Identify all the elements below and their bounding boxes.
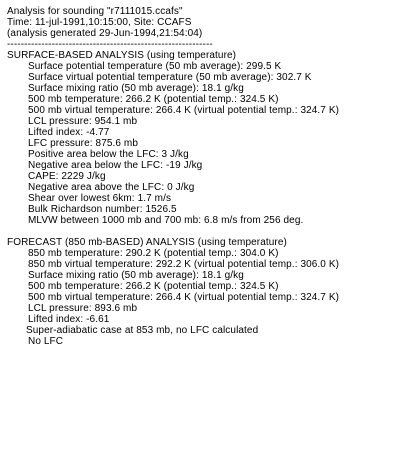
surface-line: Lifted index: -4.77 [28, 127, 110, 138]
surface-line: Surface virtual potential temperature (50 mb average): 302.7 K [28, 72, 312, 83]
forecast-line: 850 mb temperature: 290.2 K (potential temp.: 304.0 K) [28, 248, 279, 259]
surface-line: 500 mb virtual temperature: 266.4 K (virtual potential temp.: 324.7 K) [28, 105, 340, 116]
forecast-line: 850 mb virtual temperature: 292.2 K (virtual potential temp.: 306.0 K) [28, 259, 340, 270]
separator-line: ------------------------------------------------------------ [7, 39, 213, 50]
forecast-line: 500 mb virtual temperature: 266.4 K (virtual potential temp.: 324.7 K) [28, 292, 340, 303]
document-title: Analysis for sounding "r7111015.ccafs" [7, 6, 183, 17]
sounding-analysis-document [7, 6, 415, 347]
surface-line: Shear over lowest 6km: 1.7 m/s [28, 193, 172, 204]
surface-section [7, 50, 415, 226]
generated-line: (analysis generated 29-Jun-1994,21:54:04) [7, 28, 203, 39]
forecast-section [7, 237, 415, 347]
surface-line: Surface mixing ratio (50 mb average): 18.1 g/kg [28, 83, 244, 94]
surface-line: MLVW between 1000 mb and 700 mb: 6.8 m/s from 256 deg. [28, 215, 304, 226]
time-site-line: Time: 11-jul-1991,10:15:00, Site: CCAFS [7, 17, 192, 28]
forecast-line: 500 mb temperature: 266.2 K (potential temp.: 324.5 K) [28, 281, 279, 292]
section-spacer [7, 226, 415, 237]
forecast-note: No LFC [28, 336, 64, 347]
surface-line: Surface potential temperature (50 mb average): 299.5 K [28, 61, 282, 72]
surface-line: 500 mb temperature: 266.2 K (potential temp.: 324.5 K) [28, 94, 279, 105]
surface-line: CAPE: 2229 J/kg [28, 171, 106, 182]
forecast-note: Super-adiabatic case at 853 mb, no LFC calculated [26, 325, 259, 336]
surface-line: Bulk Richardson number: 1526.5 [28, 204, 177, 215]
section-title-surface: SURFACE-BASED ANALYSIS (using temperature) [7, 50, 237, 61]
forecast-line: Surface mixing ratio (50 mb average): 18.1 g/kg [28, 270, 244, 281]
section-title-forecast: FORECAST (850 mb-BASED) ANALYSIS (using temperature) [7, 237, 287, 248]
forecast-line: Lifted index: -6.61 [28, 314, 110, 325]
surface-line: Positive area below the LFC: 3 J/kg [28, 149, 189, 160]
surface-line: LCL pressure: 954.1 mb [28, 116, 138, 127]
surface-line: Negative area below the LFC: -19 J/kg [28, 160, 203, 171]
surface-line: LFC pressure: 875.6 mb [28, 138, 139, 149]
forecast-line: LCL pressure: 893.6 mb [28, 303, 138, 314]
surface-line: Negative area above the LFC: 0 J/kg [28, 182, 195, 193]
